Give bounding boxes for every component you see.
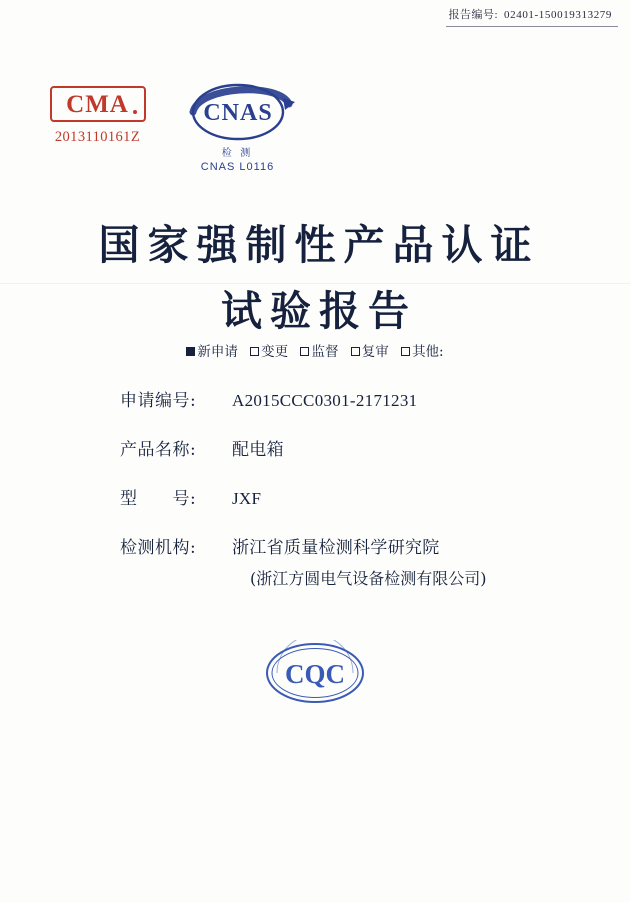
report-number-value: 02401-150019313279 <box>504 9 612 21</box>
checkbox-label-0: 新申请 <box>197 344 238 360</box>
document-title-line1: 国家强制性产品认证 <box>98 221 540 269</box>
field-value-application-number: A2015CCC0301-2171231 <box>232 391 418 410</box>
cnas-mark <box>175 78 300 173</box>
field-model <box>120 484 540 509</box>
cqc-logo <box>0 640 630 711</box>
field-application-number <box>120 386 540 411</box>
field-label-application-number: 申请编号: <box>120 391 197 411</box>
checkbox-icon-2[interactable] <box>300 347 309 356</box>
cma-mark <box>40 86 155 146</box>
checkbox-icon-3[interactable] <box>351 347 360 356</box>
checkbox-label-1: 变更 <box>261 344 289 360</box>
field-label-model: 型 号: <box>120 489 197 509</box>
field-label-product-name: 产品名称: <box>120 440 197 460</box>
cnas-subtitle: 检 测 <box>221 148 254 159</box>
checkbox-icon-1[interactable] <box>250 347 259 356</box>
checkbox-item-1[interactable] <box>250 340 288 360</box>
field-testing-organization <box>120 533 540 558</box>
field-label-testing-organization: 检测机构: <box>120 538 197 558</box>
cma-icon-text: CMA <box>66 91 129 118</box>
cqc-certification-logo-icon <box>263 640 367 706</box>
field-value-product-name: 配电箱 <box>232 440 284 460</box>
checkbox-item-3[interactable] <box>351 340 389 360</box>
report-fields <box>120 386 540 611</box>
field-value-testing-organization: 浙江省质量检测科学研究院 <box>232 538 440 558</box>
checkbox-icon-0[interactable] <box>186 347 195 356</box>
checkbox-item-4[interactable] <box>401 340 444 360</box>
checkbox-label-3: 复审 <box>361 344 389 360</box>
accreditation-marks <box>0 78 630 188</box>
application-type-checkboxes <box>0 340 630 360</box>
checkbox-item-2[interactable] <box>300 340 338 360</box>
field-value-model: JXF <box>232 489 262 508</box>
checkbox-icon-4[interactable] <box>401 347 410 356</box>
checkbox-item-0[interactable] <box>186 340 238 360</box>
cma-dot-icon <box>133 110 137 114</box>
checkbox-label-2: 监督 <box>311 344 339 360</box>
cnas-icon <box>179 78 297 150</box>
report-number <box>448 6 612 22</box>
document-title-line2: 试验报告 <box>221 287 417 335</box>
header-divider <box>446 26 618 27</box>
field-product-name <box>120 435 540 460</box>
field-value-testing-organization-sub: (浙江方圆电气设备检测有限公司) <box>250 569 487 588</box>
cma-icon <box>50 86 146 122</box>
cma-number: 2013110161Z <box>54 129 141 145</box>
report-number-label: 报告编号: <box>448 9 499 21</box>
cnas-code: CNAS L0116 <box>200 161 275 173</box>
svg-text:CQC: CQC <box>285 659 345 689</box>
svg-text:CNAS: CNAS <box>202 100 273 126</box>
checkbox-label-4: 其他: <box>412 344 444 360</box>
